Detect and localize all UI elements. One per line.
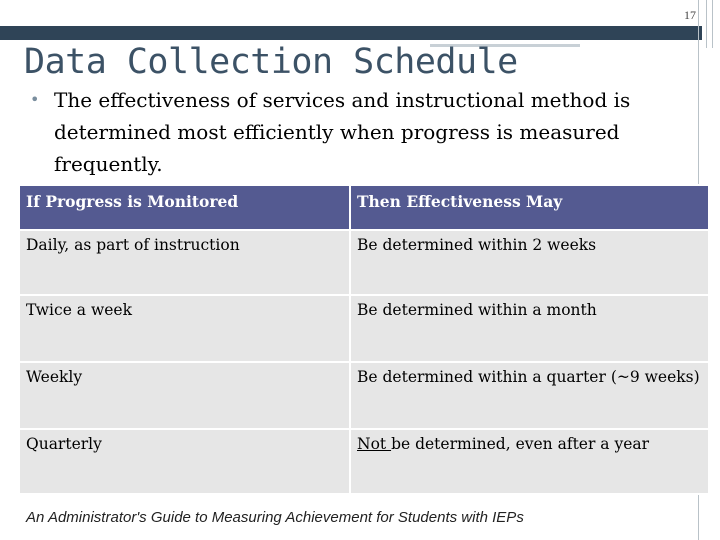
- header-band: [0, 26, 702, 40]
- table-header-row: [19, 185, 709, 230]
- effectiveness-emphasis: Not: [357, 435, 392, 453]
- monitored-cell: Daily, as part of instruction: [19, 230, 350, 295]
- monitored-cell: Weekly: [19, 362, 350, 429]
- bullet-icon: •: [30, 90, 40, 109]
- effectiveness-cell: [350, 362, 709, 429]
- monitored-cell: Twice a week: [19, 295, 350, 362]
- bullet-text: The effectiveness of services and instructional method is determined most efficiently when progress is measured frequently.: [54, 88, 631, 176]
- schedule-table: [18, 184, 710, 495]
- effectiveness-text: Be determined within 2 weeks: [357, 236, 597, 254]
- page-title: Data Collection Schedule: [24, 42, 518, 82]
- table-row: [19, 230, 709, 295]
- effectiveness-text: Be determined within a month: [357, 301, 597, 319]
- column-header-monitored: If Progress is Monitored: [19, 185, 350, 230]
- column-header-effectiveness: Then Effectiveness May: [350, 185, 709, 230]
- source-citation: An Administrator's Guide to Measuring Achievement for Students with IEPs: [26, 509, 524, 526]
- table-row: [19, 295, 709, 362]
- table-row: [19, 362, 709, 429]
- bullet-point: [30, 84, 680, 180]
- effectiveness-cell: [350, 429, 709, 494]
- effectiveness-text: be determined, even after a year: [391, 435, 650, 453]
- table-row: [19, 429, 709, 494]
- effectiveness-cell: [350, 230, 709, 295]
- effectiveness-cell: [350, 295, 709, 362]
- slide-number: 17: [684, 8, 696, 22]
- effectiveness-text: Be determined within a quarter (~9 weeks): [357, 368, 700, 386]
- monitored-cell: Quarterly: [19, 429, 350, 494]
